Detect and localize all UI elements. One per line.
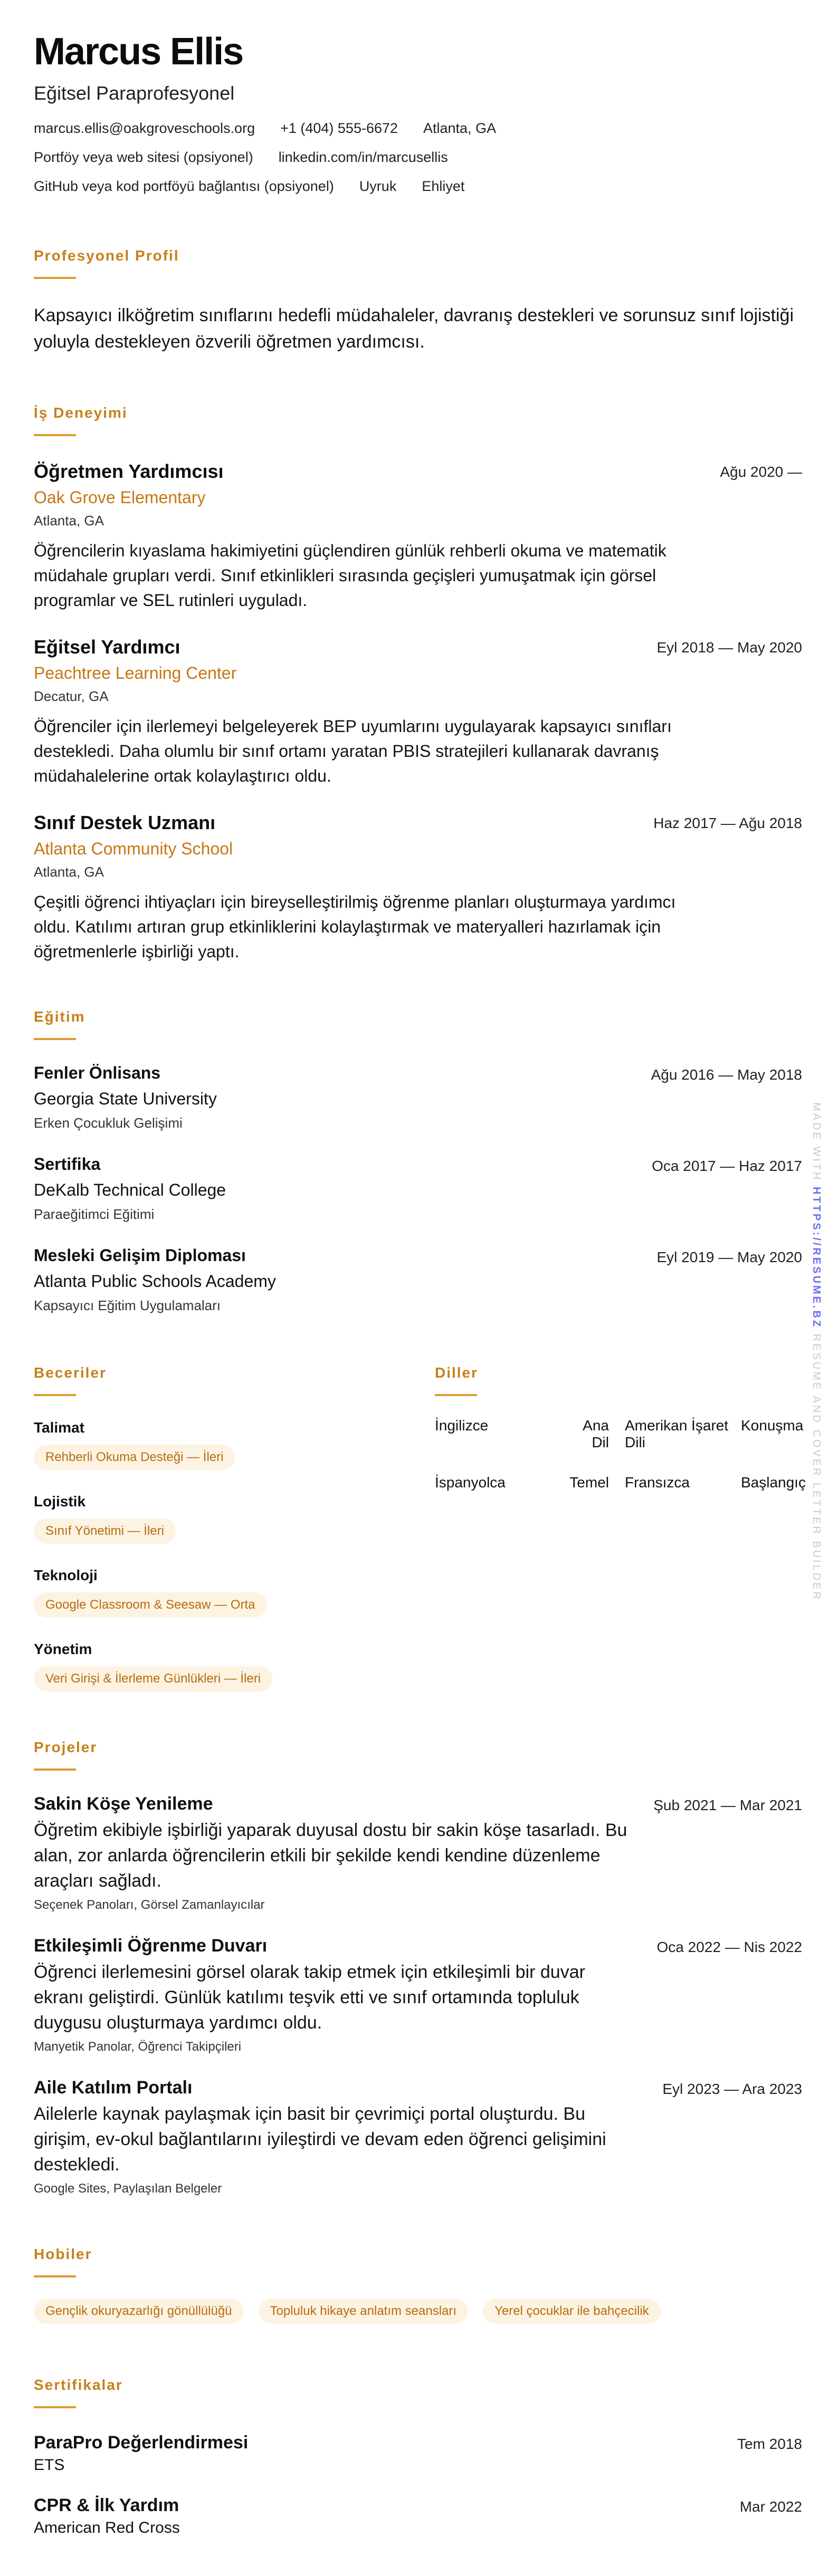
phone-link[interactable]: +1 (404) 555-6672	[280, 120, 398, 136]
license-text: Ehliyet	[422, 178, 465, 194]
job-role: Eğitsel Yardımcı	[34, 636, 180, 658]
certification-name: ParaPro Değerlendirmesi	[34, 2433, 249, 2453]
section-title: Projeler	[34, 1739, 98, 1755]
language-level: Ana Dil	[583, 1417, 609, 1450]
job-description: Öğrencilerin kıyaslama hakimiyetini güçlendiren günlük rehberli okuma ve matematik müdahale grupları verdi. Sınıf etkinlikleri sırasında geçişleri yumuşatmak için görsel programlar ve SEL rutinleri uyguladı.	[34, 541, 666, 610]
entry-date: Oca 2022 — Nis 2022	[656, 1939, 802, 1955]
employer-name: Peachtree Learning Center	[34, 664, 237, 683]
job-description: Öğrenciler için ilerlemeyi belgeleyerek BEP uyumlarını uygulayarak kapsayıcı sınıfları destekledi. Daha olumlu bir sınıf ortamı yaratan PBIS stratejileri kullanarak davranış müdahalelerine ortak kolaylaştırıcı oldu.	[34, 717, 672, 785]
watermark-prefix: MADE WITH	[811, 1102, 822, 1182]
project-tools: Google Sites, Paylaşılan Belgeler	[34, 2181, 222, 2196]
profile-summary: Kapsayıcı ilköğretim sınıflarını hedefli müdahaleler, davranış destekleri ve sorunsuz sınıf lojistiği yoluyla destekleyen özverili öğretmen yardımcısı.	[34, 305, 794, 352]
skill-tag: Veri Girişi & İlerleme Günlükleri — İleri	[34, 1666, 272, 1691]
entry-date: Haz 2017 — Ağu 2018	[653, 815, 802, 831]
candidate-title: Eğitsel Paraprofesyonel	[34, 82, 235, 104]
certification-issuer: American Red Cross	[34, 2519, 180, 2536]
language-level: Konuşma	[741, 1417, 804, 1434]
watermark-link[interactable]: HTTPS://RESUME.BZ	[811, 1187, 822, 1329]
experience-entry	[34, 636, 802, 789]
entry-date: Tem 2018	[737, 2436, 802, 2452]
entry-date: Mar 2022	[739, 2498, 802, 2515]
education-entry	[34, 1155, 802, 1223]
linkedin-link[interactable]: linkedin.com/in/marcusellis	[278, 149, 448, 165]
entry-date: Şub 2021 — Mar 2021	[653, 1797, 802, 1813]
contact-row	[34, 149, 802, 166]
language-level: Temel	[569, 1474, 609, 1491]
degree-name: Sertifika	[34, 1155, 101, 1174]
experience-entry	[34, 460, 802, 613]
skill-group	[34, 1567, 435, 1618]
certification-entry	[34, 2495, 802, 2537]
nationality-text: Uyruk	[359, 178, 397, 194]
field-of-study: Paraeğitimci Eğitimi	[34, 1206, 155, 1222]
hobby-tag: Topluluk hikaye anlatım seansları	[259, 2299, 469, 2324]
project-name: Etkileşimli Öğrenme Duvarı	[34, 1936, 268, 1956]
section-divider	[34, 1038, 76, 1040]
entry-date: Oca 2017 — Haz 2017	[652, 1158, 802, 1174]
skill-category: Talimat	[34, 1419, 84, 1436]
certification-entry	[34, 2433, 802, 2474]
job-role: Öğretmen Yardımcısı	[34, 460, 224, 482]
hobby-tag: Yerel çocuklar ile bahçecilik	[483, 2299, 661, 2324]
skill-tag: Google Classroom & Seesaw — Orta	[34, 1592, 267, 1618]
certifications-section	[34, 2377, 802, 2537]
section-divider	[34, 1768, 76, 1771]
section-title: Profesyonel Profil	[34, 247, 179, 264]
watermark-suffix: RESUME AND COVER LETTER BUILDER	[811, 1333, 822, 1602]
projects-section	[34, 1739, 802, 2196]
contact-row	[34, 120, 802, 137]
skill-group	[34, 1493, 435, 1544]
section-title: Eğitim	[34, 1008, 85, 1025]
language-level: Başlangıç	[741, 1474, 806, 1491]
employer-name: Oak Grove Elementary	[34, 488, 206, 507]
entry-date: Ağu 2016 — May 2018	[651, 1066, 802, 1083]
profile-section	[34, 247, 802, 355]
project-description: Ailelerle kaynak paylaşmak için basit bir çevrimiçi portal oluşturdu. Bu girişim, ev-okul bağlantılarını iyileştirdi ve devam eden öğrenci gelişimini destekledi.	[34, 2104, 606, 2175]
education-entry	[34, 1246, 802, 1314]
education-section	[34, 1008, 802, 1314]
language-name: İngilizce	[435, 1417, 489, 1434]
degree-name: Mesleki Gelişim Diploması	[34, 1246, 246, 1265]
portfolio-link[interactable]: Portföy veya web sitesi (opsiyonel)	[34, 149, 253, 165]
section-divider	[34, 434, 76, 436]
skill-category: Lojistik	[34, 1493, 86, 1510]
project-description: Öğrenci ilerlemesini görsel olarak takip etmek için etkileşimli bir duvar ekranı geliştirdi. Günlük katılımı teşvik etti ve sınıf ortamında topluluk duygusu oluşturmaya yardımcı oldu.	[34, 1962, 585, 2033]
section-title: Beceriler	[34, 1364, 107, 1381]
job-location: Atlanta, GA	[34, 513, 104, 528]
language-name: Fransızca	[625, 1474, 690, 1491]
field-of-study: Erken Çocukluk Gelişimi	[34, 1115, 183, 1131]
employer-name: Atlanta Community School	[34, 839, 233, 858]
entry-date: Ağu 2020 —	[720, 464, 802, 480]
email-link[interactable]: marcus.ellis@oakgroveschools.org	[34, 120, 255, 136]
job-description: Çeşitli öğrenci ihtiyaçları için bireyselleştirilmiş öğrenme planları oluşturmaya yardımcı oldu. Katılımı artıran grup etkinliklerini kolaylaştırmak ve materyalleri hazırlamak için öğretmenlerle işbirliği yaptı.	[34, 892, 676, 961]
entry-date: Eyl 2023 — Ara 2023	[662, 2081, 802, 2097]
section-divider	[34, 2275, 76, 2277]
skills-section	[34, 1364, 435, 1691]
skills-languages-row	[34, 1364, 806, 1691]
section-divider	[34, 277, 76, 279]
language-name: Amerikan İşaret Dili	[625, 1417, 729, 1450]
github-link[interactable]: GitHub veya kod portföyü bağlantısı (opsiyonel)	[34, 178, 334, 194]
resume-page	[34, 0, 806, 2537]
field-of-study: Kapsayıcı Eğitim Uygulamaları	[34, 1297, 221, 1313]
project-entry	[34, 2078, 802, 2196]
skill-category: Teknoloji	[34, 1567, 98, 1583]
skill-tag: Rehberli Okuma Desteği — İleri	[34, 1445, 235, 1470]
section-title: Hobiler	[34, 2246, 92, 2262]
experience-entry	[34, 812, 802, 964]
school-name: Atlanta Public Schools Academy	[34, 1272, 276, 1291]
job-location: Decatur, GA	[34, 688, 109, 704]
project-description: Öğretim ekibiyle işbirliği yaparak duyusal dostu bir sakin köşe tasarladı. Bu alan, zor anlarda öğrencilerin etkili bir şekilde kendi kendine düzenleme araçları sağladı.	[34, 1820, 627, 1891]
hobby-list	[34, 2299, 802, 2324]
hobby-tag: Gençlik okuryazarlığı gönüllülüğü	[34, 2299, 244, 2324]
education-entry	[34, 1063, 802, 1131]
certification-issuer: ETS	[34, 2456, 65, 2474]
entry-date: Eyl 2018 — May 2020	[656, 639, 802, 656]
school-name: DeKalb Technical College	[34, 1180, 226, 1199]
job-role: Sınıf Destek Uzmanı	[34, 812, 216, 833]
section-title: İş Deneyimi	[34, 405, 128, 421]
section-title: Diller	[435, 1364, 479, 1381]
skill-tag: Sınıf Yönetimi — İleri	[34, 1518, 176, 1544]
section-divider	[34, 1394, 76, 1396]
skill-group	[34, 1419, 435, 1470]
project-entry	[34, 1794, 802, 1912]
project-tools: Seçenek Panoları, Görsel Zamanlayıcılar	[34, 1898, 265, 1912]
skill-category: Yönetim	[34, 1641, 92, 1657]
language-name: İspanyolca	[435, 1474, 506, 1491]
entry-date: Eyl 2019 — May 2020	[656, 1249, 802, 1265]
section-title: Sertifikalar	[34, 2377, 123, 2393]
candidate-name: Marcus Ellis	[34, 31, 243, 73]
certification-name: CPR & İlk Yardım	[34, 2495, 179, 2515]
project-entry	[34, 1936, 802, 2054]
skill-group	[34, 1641, 435, 1691]
section-divider	[435, 1394, 477, 1396]
project-name: Sakin Köşe Yenileme	[34, 1794, 213, 1814]
project-name: Aile Katılım Portalı	[34, 2078, 193, 2098]
languages-table	[435, 1417, 806, 1491]
location-text: Atlanta, GA	[423, 120, 497, 136]
builder-watermark	[810, 1102, 822, 1601]
experience-section	[34, 405, 802, 964]
section-divider	[34, 2406, 76, 2408]
hobbies-section	[34, 2246, 802, 2324]
job-location: Atlanta, GA	[34, 864, 104, 880]
degree-name: Fenler Önlisans	[34, 1063, 161, 1082]
project-tools: Manyetik Panolar, Öğrenci Takipçileri	[34, 2040, 242, 2054]
languages-section	[435, 1364, 806, 1691]
school-name: Georgia State University	[34, 1089, 217, 1108]
contact-row	[34, 178, 802, 195]
